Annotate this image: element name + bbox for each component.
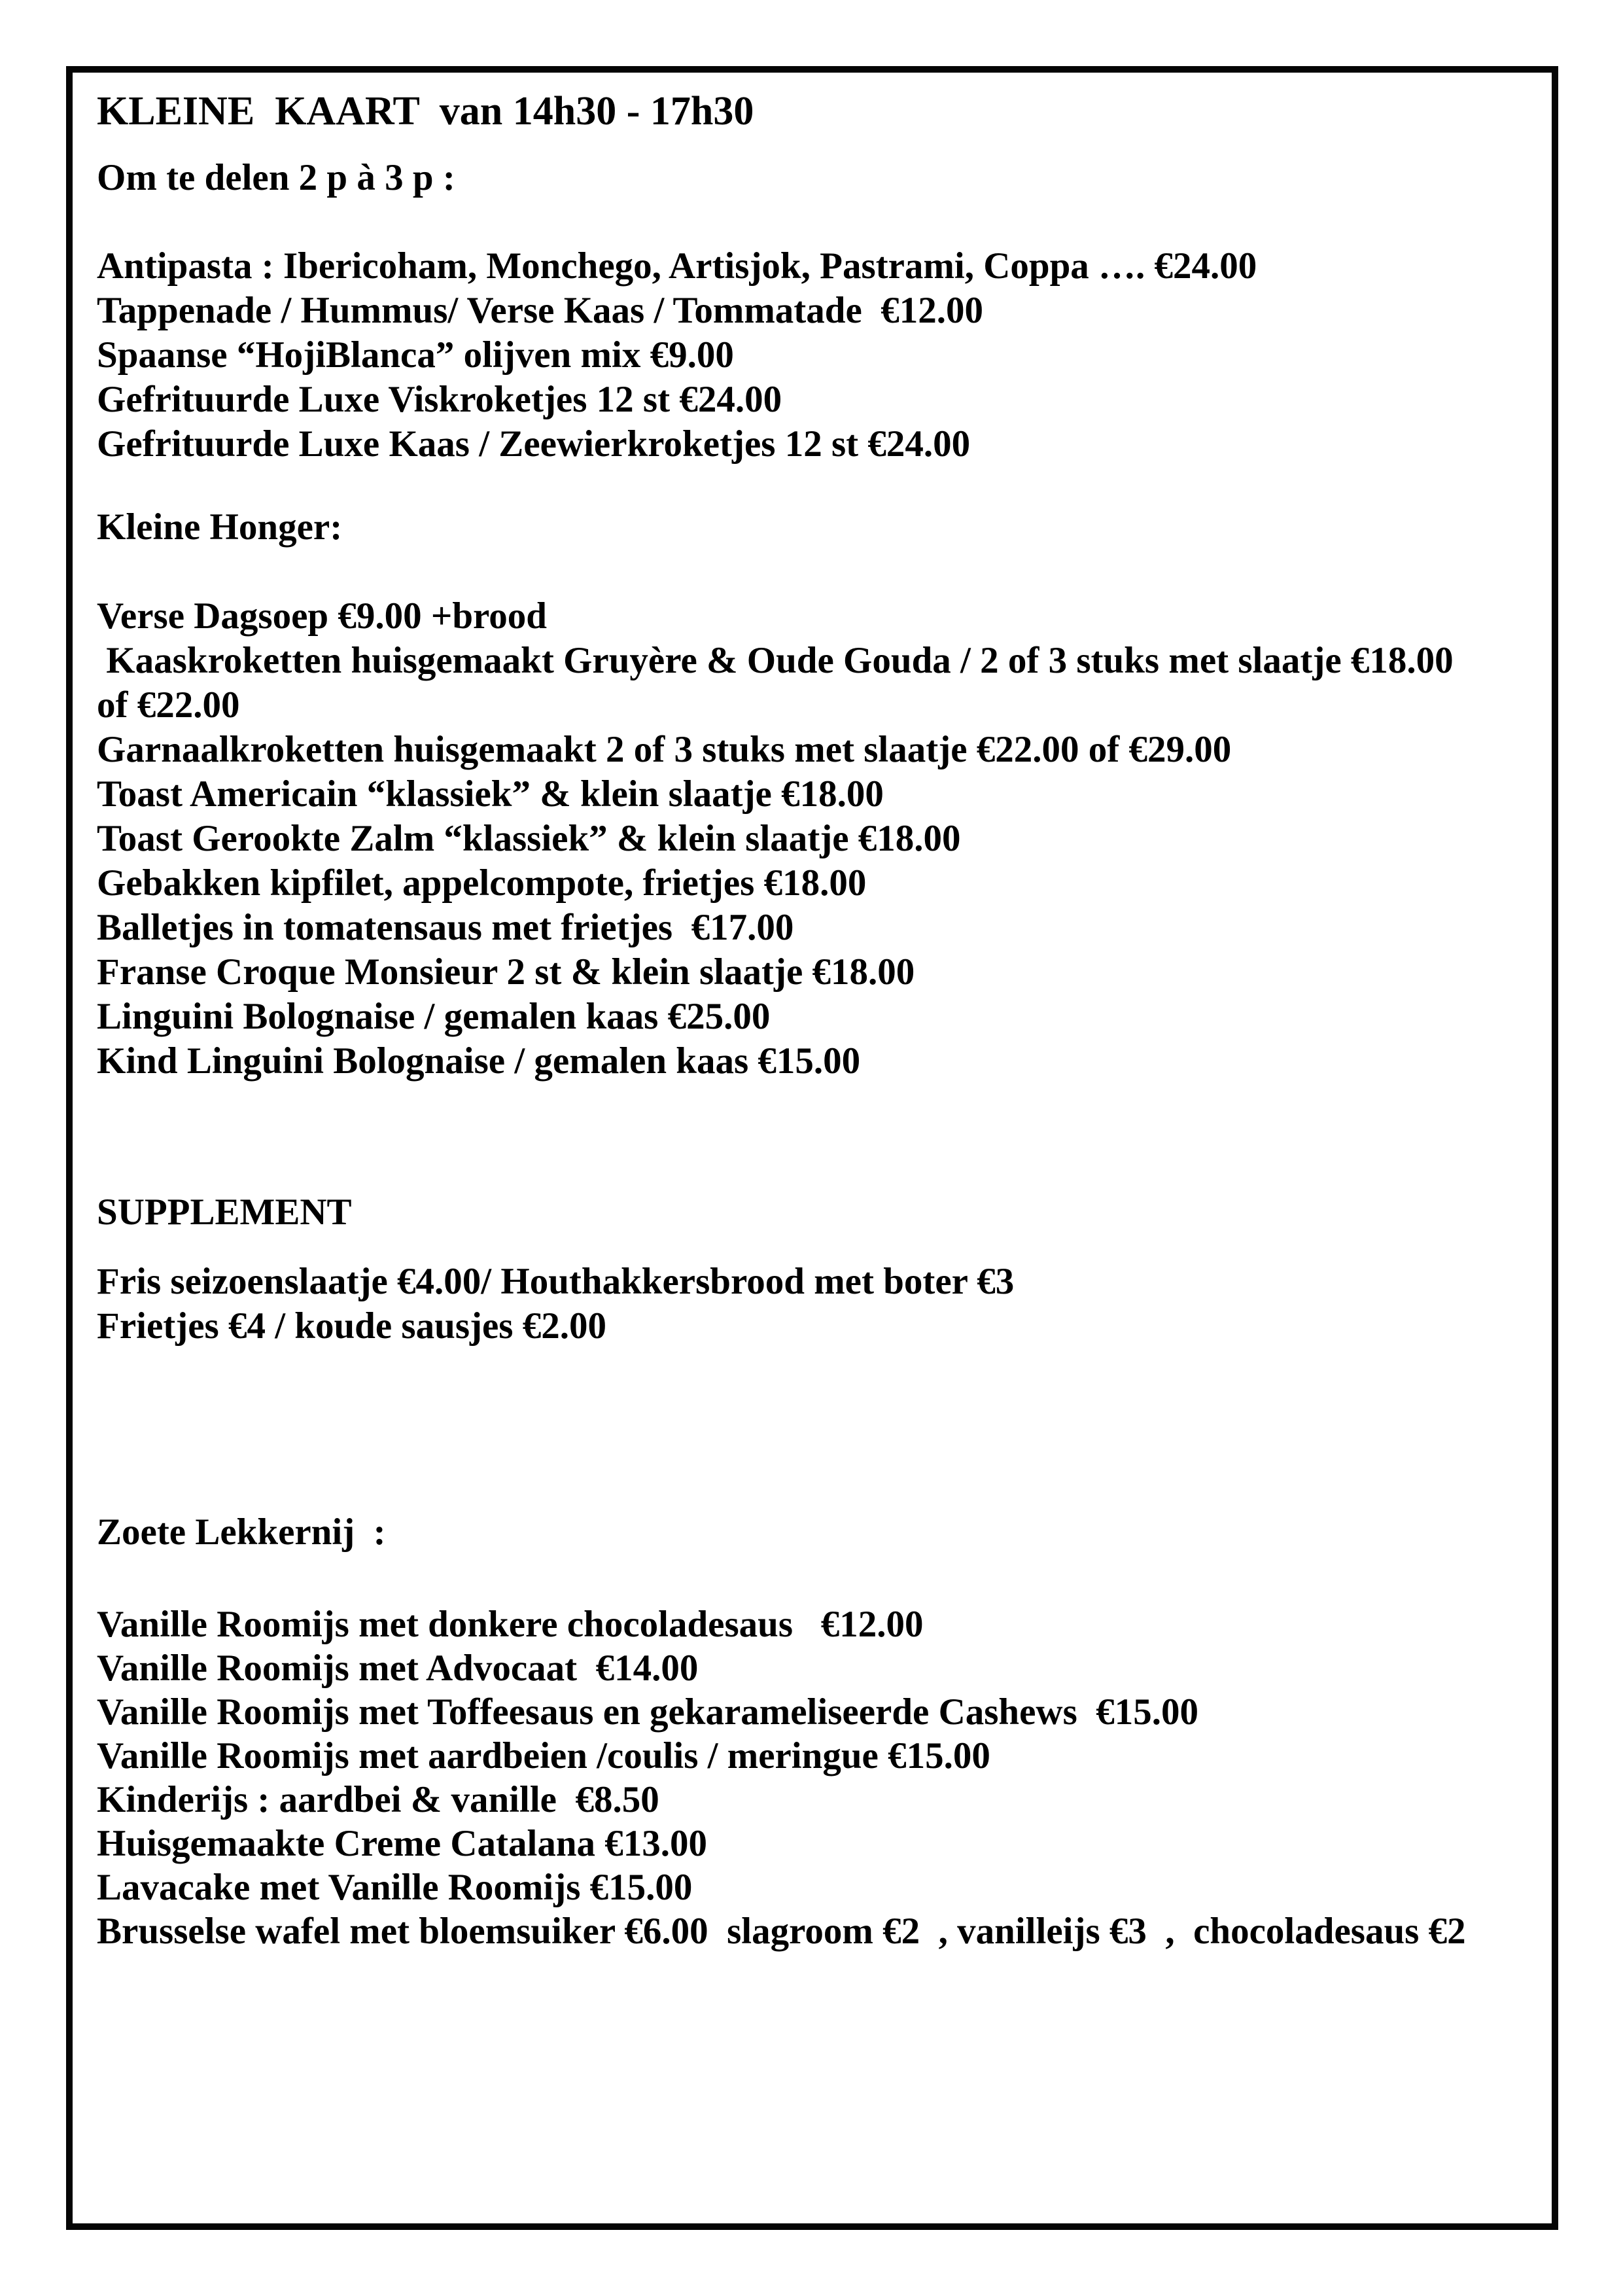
menu-item-line: Tappenade / Hummus/ Verse Kaas / Tommatade €12.00 [97,290,984,331]
section-heading-om-te-delen: Om te delen 2 p à 3 p : [97,157,455,198]
menu-item-line: Spaanse “HojiBlanca” olijven mix €9.00 [97,334,734,376]
menu-item-line: Toast Gerookte Zalm “klassiek” & klein slaatje €18.00 [97,818,961,859]
menu-title: KLEINE KAART van 14h30 - 17h30 [97,89,754,133]
menu-item-line: Kinderijs : aardbei & vanille €8.50 [97,1779,659,1820]
menu-item-line: Gefrituurde Luxe Kaas / Zeewierkroketjes 12 st €24.00 [97,423,971,465]
menu-item-line: Huisgemaakte Creme Catalana €13.00 [97,1823,708,1864]
menu-item-line: Kind Linguini Bolognaise / gemalen kaas €15.00 [97,1040,861,1082]
section-items-om-te-delen [97,244,1257,467]
menu-item-line: Vanille Roomijs met Advocaat €14.00 [97,1648,699,1689]
section-items-kleine-honger [97,594,1454,1084]
menu-item-line: Linguini Bolognaise / gemalen kaas €25.00 [97,996,771,1037]
menu-item-line: Garnaalkroketten huisgemaakt 2 of 3 stuks met slaatje €22.00 of €29.00 [97,729,1232,770]
menu-item-line: Gebakken kipfilet, appelcompote, frietjes €18.00 [97,862,867,904]
section-items-zoete-lekkernij [97,1602,1466,1953]
menu-item-line: Frietjes €4 / koude sausjes €2.00 [97,1305,606,1347]
menu-item-line: Vanille Roomijs met aardbeien /coulis / meringue €15.00 [97,1735,990,1776]
section-heading-zoete-lekkernij: Zoete Lekkernij : [97,1511,386,1553]
section-heading-kleine-honger: Kleine Honger: [97,506,343,548]
menu-item-line: Kaaskroketten huisgemaakt Gruyère & Oude Gouda / 2 of 3 stuks met slaatje €18.00 [97,640,1454,681]
menu-item-line: Antipasta : Ibericoham, Monchego, Artisjok, Pastrami, Coppa …. €24.00 [97,245,1257,287]
menu-item-line: Lavacake met Vanille Roomijs €15.00 [97,1867,693,1908]
menu-item-line: Franse Croque Monsieur 2 st & klein slaatje €18.00 [97,951,915,993]
menu-item-line: Gefrituurde Luxe Viskroketjes 12 st €24.00 [97,379,782,420]
menu-item-line: Toast Americain “klassiek” & klein slaatje €18.00 [97,773,884,815]
menu-item-line: Vanille Roomijs met Toffeesaus en gekarameliseerde Cashews €15.00 [97,1691,1199,1733]
menu-item-line: of €22.00 [97,684,240,726]
menu-item-line: Brusselse wafel met bloemsuiker €6.00 slagroom €2 , vanilleijs €3 , chocoladesaus €2 [97,1911,1466,1952]
section-items-supplement [97,1260,1014,1349]
menu-item-line: Vanille Roomijs met donkere chocoladesaus €12.00 [97,1604,924,1645]
menu-item-line: Fris seizoenslaatje €4.00/ Houthakkersbrood met boter €3 [97,1261,1015,1302]
menu-item-line: Balletjes in tomatensaus met frietjes €17.00 [97,907,794,948]
section-heading-supplement: SUPPLEMENT [97,1192,352,1233]
menu-item-line: Verse Dagsoep €9.00 +brood [97,595,548,637]
